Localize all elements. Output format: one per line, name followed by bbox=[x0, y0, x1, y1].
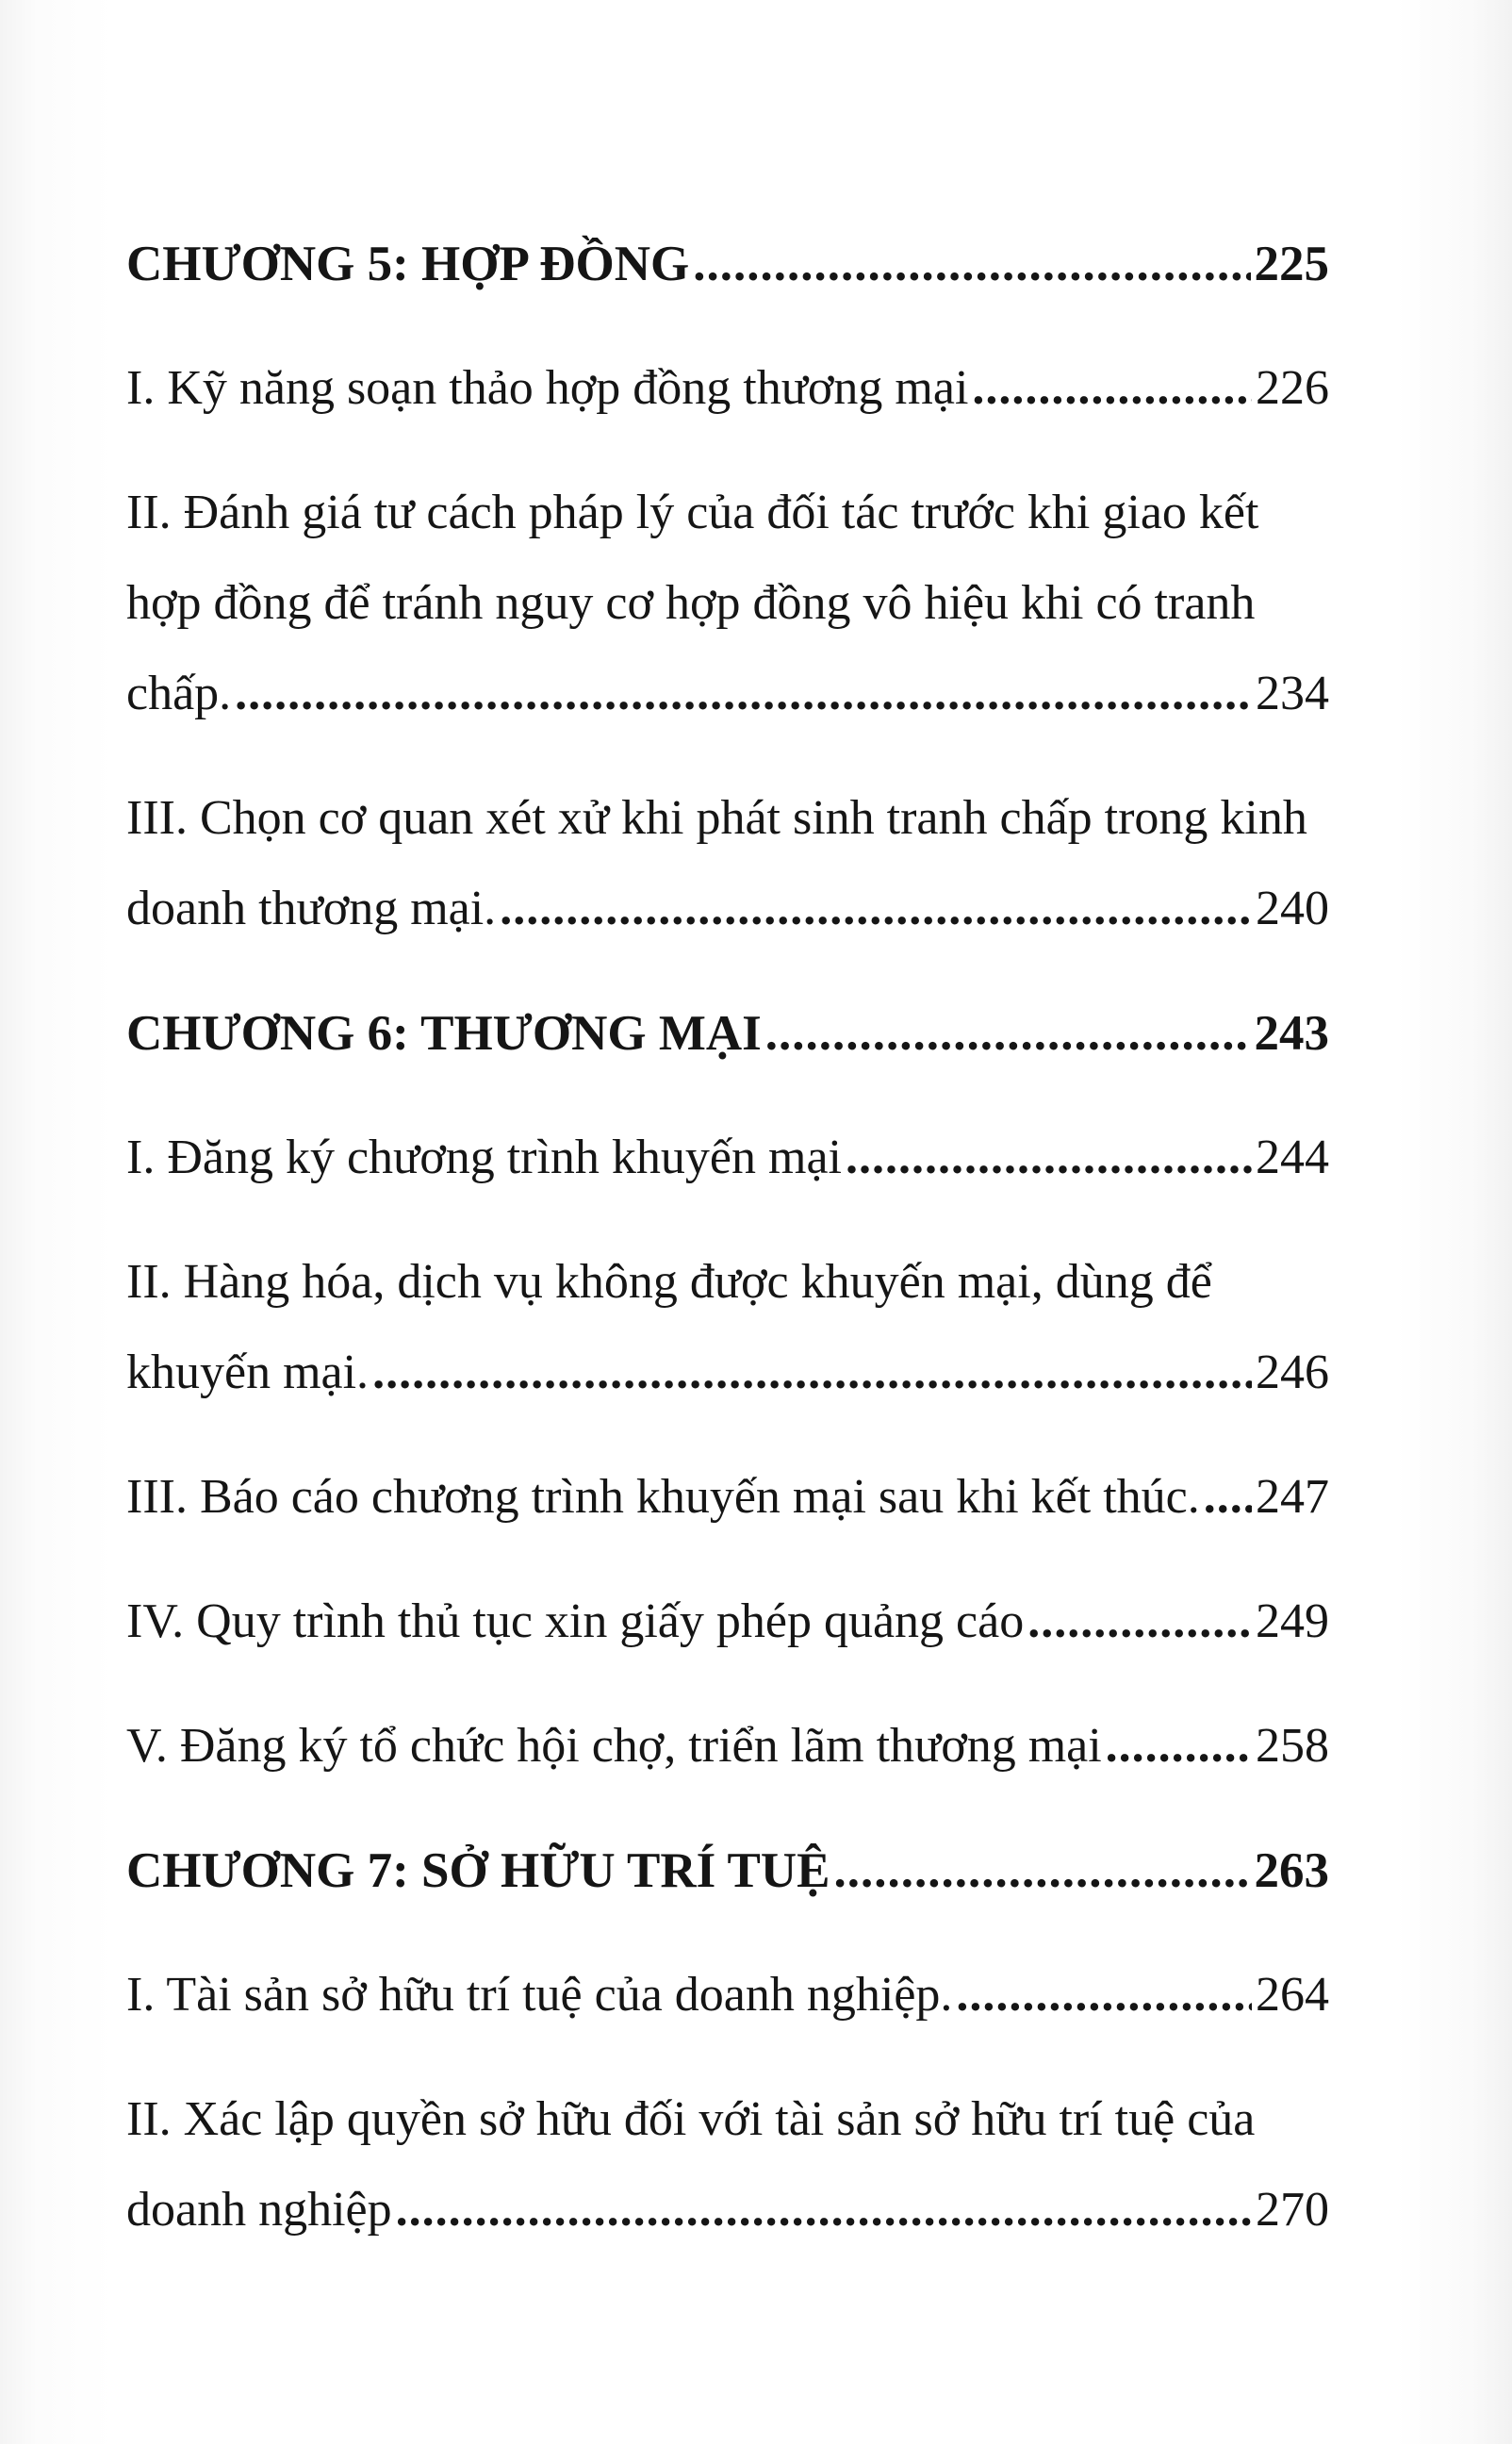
toc-entry-line: hợp đồng để tránh nguy cơ hợp đồng vô hiệu khi có tranh bbox=[126, 576, 1256, 630]
toc-entry-row bbox=[126, 1950, 1329, 2040]
toc-entry-line: II. Xác lập quyền sở hữu đối với tài sản sở hữu trí tuệ của bbox=[126, 2092, 1256, 2146]
section-title: I. Đăng ký chương trình khuyến mại bbox=[126, 1131, 842, 1184]
dot-leader bbox=[500, 864, 1252, 954]
dot-leader bbox=[765, 988, 1251, 1079]
toc-section-entry bbox=[126, 1237, 1329, 1418]
page-number: 246 bbox=[1256, 1346, 1329, 1399]
toc-section-entry bbox=[126, 1701, 1329, 1792]
toc-entry-row bbox=[126, 1113, 1329, 1203]
section-title: chấp. bbox=[126, 667, 232, 720]
page-number: 243 bbox=[1254, 1006, 1329, 1061]
chapter-title: CHƯƠNG 7: SỞ HỮU TRÍ TUỆ bbox=[126, 1843, 830, 1898]
toc-section-entry bbox=[126, 343, 1329, 434]
toc-entry-row bbox=[126, 988, 1329, 1079]
toc-section-entry bbox=[126, 773, 1329, 954]
dot-leader bbox=[846, 1113, 1252, 1203]
page-number: 258 bbox=[1256, 1719, 1329, 1773]
toc-entry-row bbox=[126, 649, 1329, 739]
page-number: 226 bbox=[1256, 361, 1329, 415]
dot-leader bbox=[396, 2165, 1252, 2255]
section-title: doanh thương mại. bbox=[126, 882, 497, 935]
toc-entry-row bbox=[126, 1577, 1329, 1667]
toc-entry-row bbox=[126, 1825, 1329, 1916]
toc-entry-row bbox=[126, 1701, 1329, 1792]
section-title: III. Báo cáo chương trình khuyến mại sau khi kết thúc. bbox=[126, 1470, 1200, 1524]
toc-entry-row bbox=[126, 1328, 1329, 1418]
page-number: 225 bbox=[1254, 237, 1329, 291]
toc-entry-line: II. Hàng hóa, dịch vụ không được khuyến mại, dùng để bbox=[126, 1255, 1212, 1309]
toc-entry-line: III. Chọn cơ quan xét xử khi phát sinh tranh chấp trong kinh bbox=[126, 791, 1307, 845]
toc-section-entry bbox=[126, 468, 1329, 739]
toc-section-entry bbox=[126, 1950, 1329, 2040]
page-number: 249 bbox=[1256, 1594, 1329, 1648]
dot-leader bbox=[693, 219, 1250, 309]
toc-entry-row bbox=[126, 343, 1329, 434]
section-title: I. Tài sản sở hữu trí tuệ của doanh nghiệp. bbox=[126, 1968, 953, 2022]
page-number: 240 bbox=[1256, 882, 1329, 935]
toc-section-entry bbox=[126, 1113, 1329, 1203]
chapter-title: CHƯƠNG 6: THƯƠNG MẠI bbox=[126, 1006, 762, 1061]
section-title: doanh nghiệp bbox=[126, 2183, 392, 2237]
toc-section-entry bbox=[126, 2074, 1329, 2255]
toc-entry-line: II. Đánh giá tư cách pháp lý của đối tác trước khi giao kết bbox=[126, 486, 1259, 539]
toc-entry-row bbox=[126, 864, 1329, 954]
dot-leader bbox=[1027, 1577, 1252, 1667]
section-title: khuyến mại. bbox=[126, 1346, 370, 1399]
toc-chapter-entry bbox=[126, 1825, 1329, 1916]
dot-leader bbox=[235, 649, 1252, 739]
table-of-contents bbox=[126, 219, 1329, 2289]
dot-leader bbox=[834, 1825, 1251, 1916]
dot-leader bbox=[1106, 1701, 1252, 1792]
page-number: 263 bbox=[1254, 1843, 1329, 1898]
page-number: 244 bbox=[1256, 1131, 1329, 1184]
section-title: IV. Quy trình thủ tục xin giấy phép quảng cáo bbox=[126, 1594, 1025, 1648]
toc-entry-row bbox=[126, 219, 1329, 309]
toc-chapter-entry bbox=[126, 988, 1329, 1079]
chapter-title: CHƯƠNG 5: HỢP ĐỒNG bbox=[126, 237, 690, 291]
page-number: 247 bbox=[1256, 1470, 1329, 1524]
toc-entry-row bbox=[126, 2165, 1329, 2255]
dot-leader bbox=[972, 343, 1252, 434]
page-number: 234 bbox=[1256, 667, 1329, 720]
section-title: V. Đăng ký tổ chức hội chợ, triển lãm thương mại bbox=[126, 1719, 1102, 1773]
toc-chapter-entry bbox=[126, 219, 1329, 309]
toc-section-entry bbox=[126, 1452, 1329, 1543]
page-number: 270 bbox=[1256, 2183, 1329, 2237]
dot-leader bbox=[1204, 1452, 1252, 1543]
dot-leader bbox=[956, 1950, 1252, 2040]
page-number: 264 bbox=[1256, 1968, 1329, 2022]
toc-entry-row bbox=[126, 1452, 1329, 1543]
toc-section-entry bbox=[126, 1577, 1329, 1667]
section-title: I. Kỹ năng soạn thảo hợp đồng thương mại bbox=[126, 361, 969, 415]
dot-leader bbox=[372, 1328, 1252, 1418]
